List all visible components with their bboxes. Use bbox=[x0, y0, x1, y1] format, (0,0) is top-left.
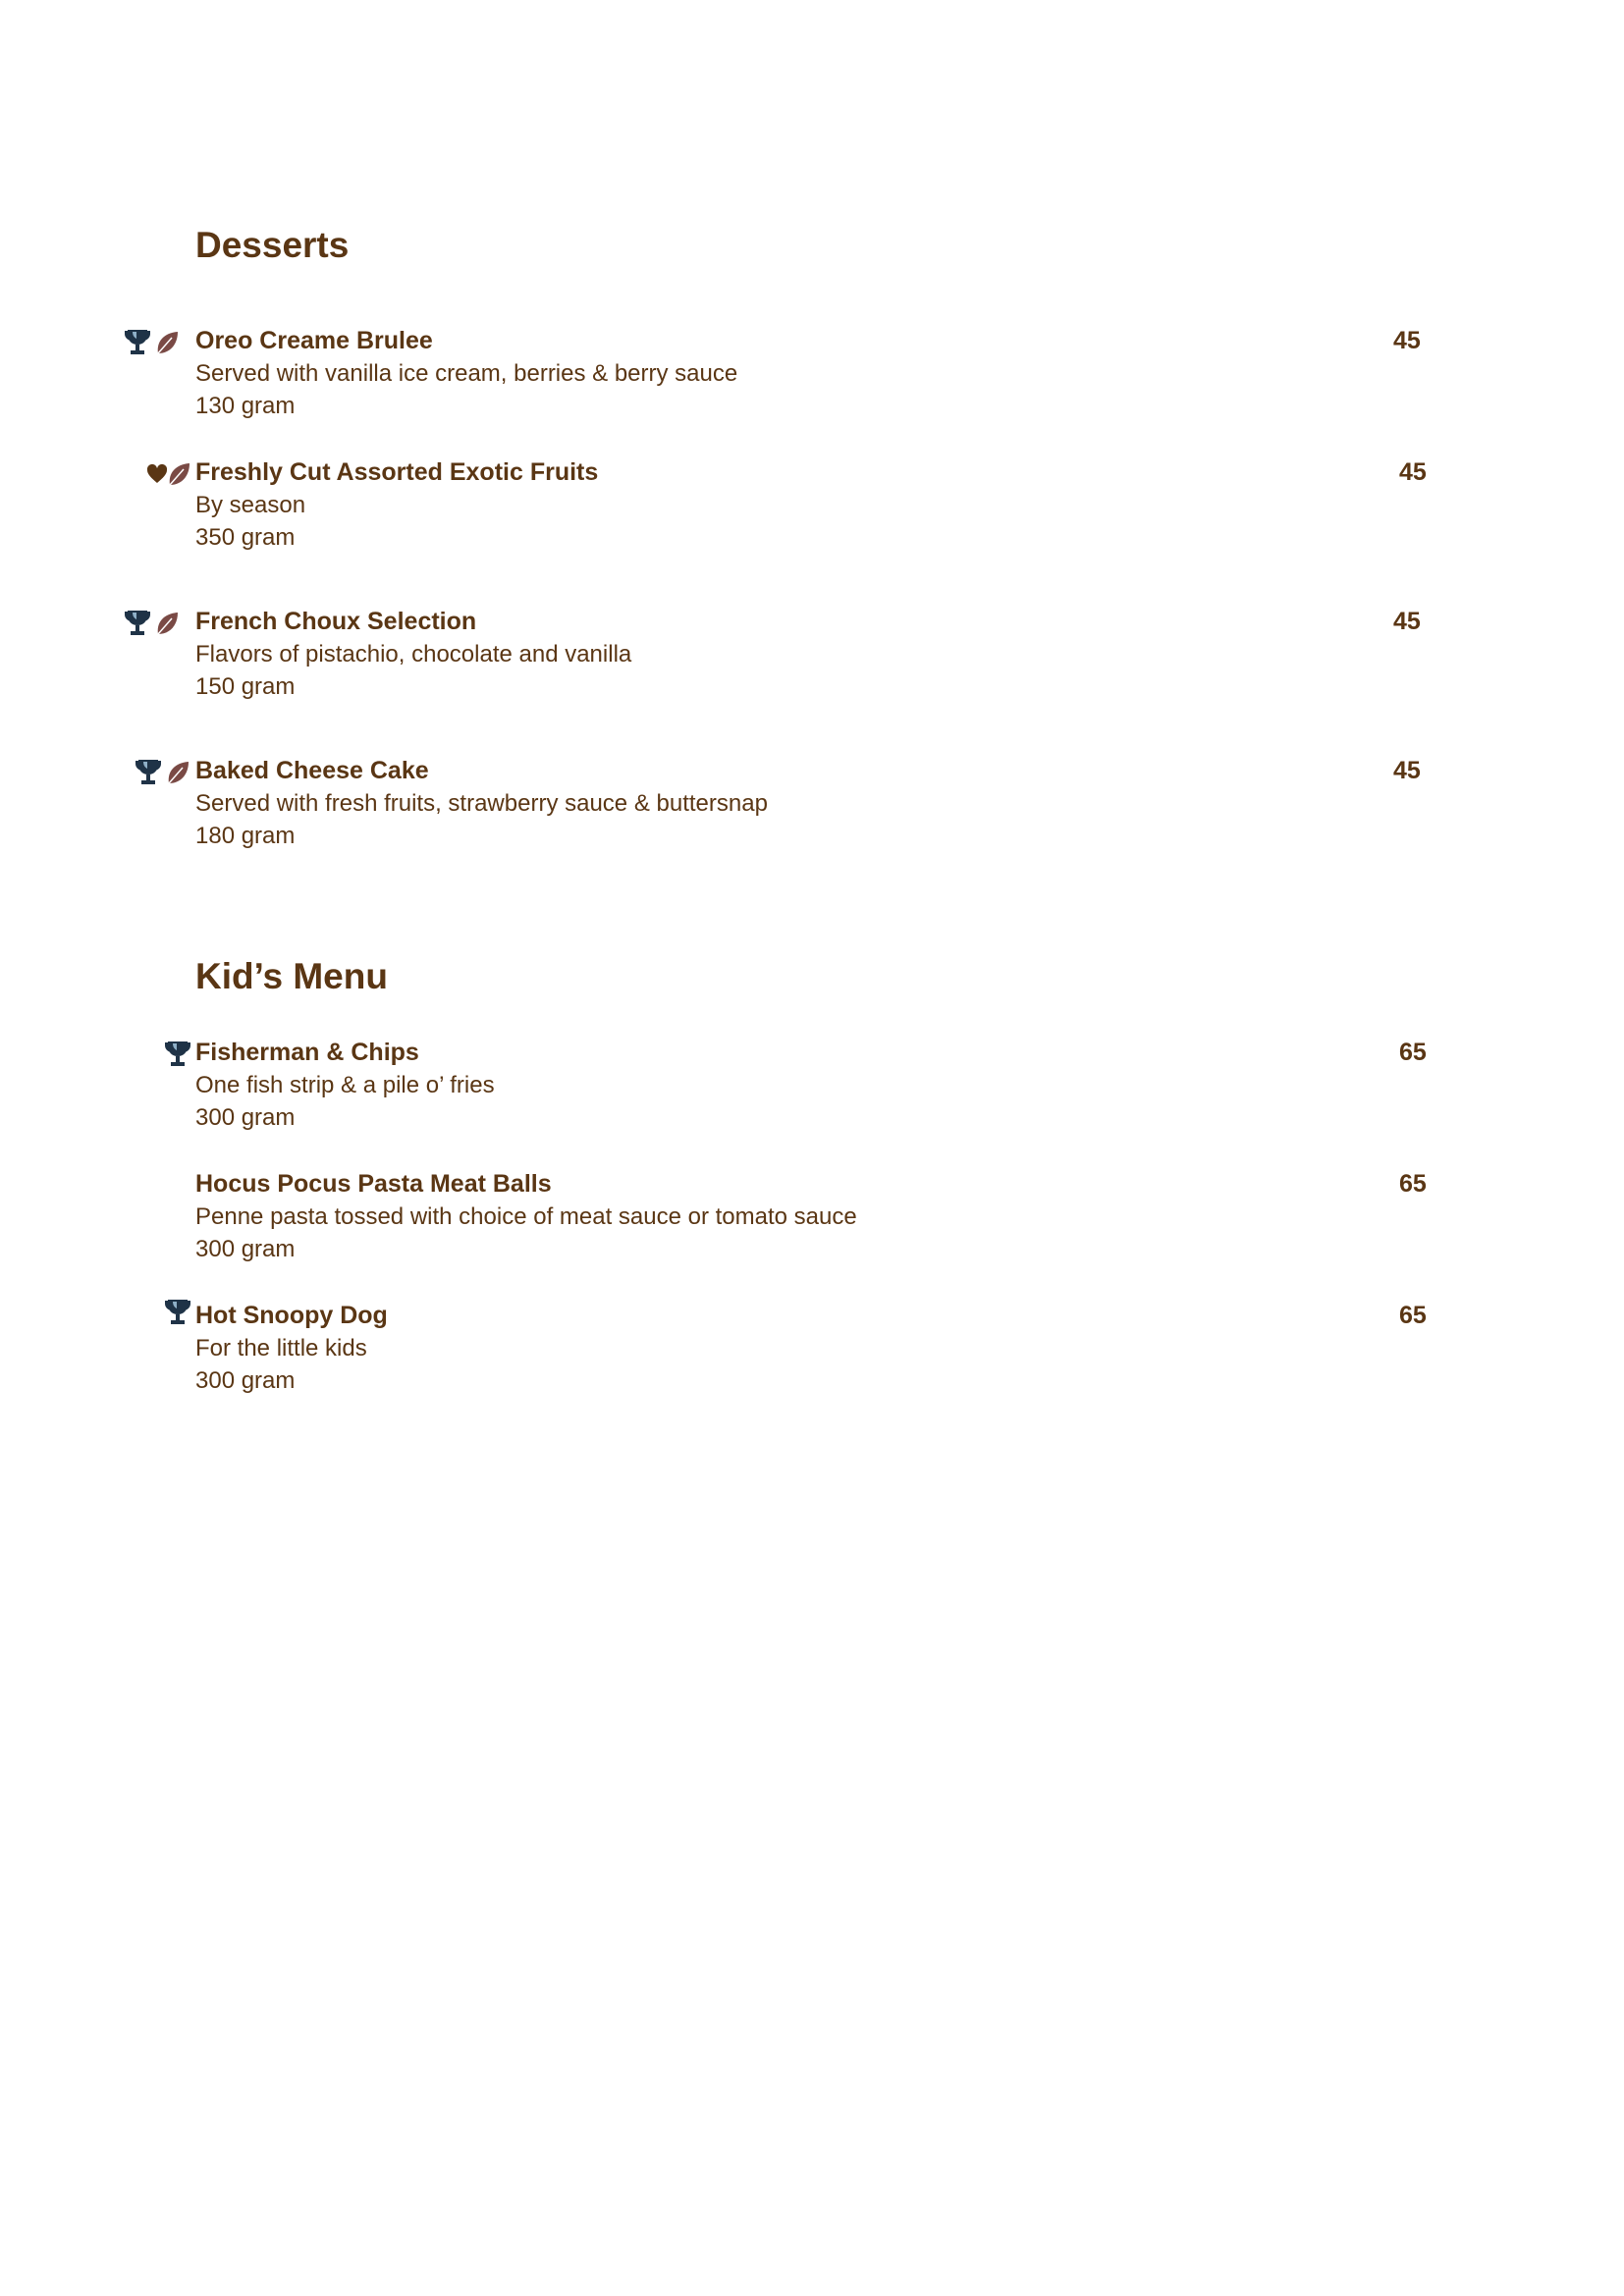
item-price: 65 bbox=[1399, 1302, 1427, 1329]
item-name: French Choux Selection bbox=[195, 608, 477, 635]
menu-item bbox=[195, 1037, 1433, 1134]
leaf-icon bbox=[154, 611, 180, 636]
item-description: Served with vanilla ice cream, berries & berry sauce bbox=[195, 360, 738, 387]
item-weight: 150 gram bbox=[195, 673, 296, 700]
item-weight: 300 gram bbox=[195, 1367, 296, 1394]
item-price: 45 bbox=[1399, 458, 1427, 486]
item-price: 45 bbox=[1393, 327, 1421, 354]
item-description: Penne pasta tossed with choice of meat sauce or tomato sauce bbox=[195, 1203, 857, 1230]
menu-item bbox=[195, 1300, 1433, 1397]
menu-item bbox=[195, 755, 1433, 852]
item-description: By season bbox=[195, 492, 306, 518]
heart-icon bbox=[146, 463, 168, 485]
item-description: Served with fresh fruits, strawberry sauce & buttersnap bbox=[195, 790, 768, 817]
item-name: Baked Cheese Cake bbox=[195, 757, 429, 784]
item-icons bbox=[125, 609, 180, 638]
item-icons bbox=[146, 459, 191, 489]
item-name: Hocus Pocus Pasta Meat Balls bbox=[195, 1170, 552, 1198]
item-name: Freshly Cut Assorted Exotic Fruits bbox=[195, 458, 599, 486]
section-title-kids-menu: Kid’s Menu bbox=[195, 956, 388, 996]
item-weight: 180 gram bbox=[195, 823, 296, 849]
item-icons bbox=[165, 1040, 190, 1069]
item-weight: 130 gram bbox=[195, 393, 296, 419]
item-price: 65 bbox=[1399, 1039, 1427, 1066]
item-price: 65 bbox=[1399, 1170, 1427, 1198]
item-description: For the little kids bbox=[195, 1335, 367, 1362]
item-name: Hot Snoopy Dog bbox=[195, 1302, 388, 1329]
trophy-icon bbox=[125, 328, 150, 357]
menu-item bbox=[195, 1168, 1433, 1265]
item-price: 45 bbox=[1393, 608, 1421, 635]
menu-item bbox=[195, 325, 1433, 422]
trophy-icon bbox=[165, 1298, 190, 1327]
leaf-icon bbox=[154, 330, 180, 355]
menu-item bbox=[195, 456, 1433, 554]
item-icons bbox=[125, 328, 180, 357]
menu-item bbox=[195, 606, 1433, 703]
section-title-desserts: Desserts bbox=[195, 225, 350, 265]
item-icons bbox=[135, 758, 190, 787]
leaf-icon bbox=[165, 760, 190, 785]
trophy-icon bbox=[125, 609, 150, 638]
leaf-icon bbox=[166, 461, 191, 487]
item-weight: 300 gram bbox=[195, 1104, 296, 1131]
item-price: 45 bbox=[1393, 757, 1421, 784]
item-icons bbox=[165, 1298, 190, 1327]
item-description: Flavors of pistachio, chocolate and vanilla bbox=[195, 641, 632, 667]
item-name: Oreo Creame Brulee bbox=[195, 327, 433, 354]
item-weight: 300 gram bbox=[195, 1236, 296, 1262]
trophy-icon bbox=[165, 1040, 190, 1069]
item-description: One fish strip & a pile o’ fries bbox=[195, 1072, 495, 1098]
trophy-icon bbox=[135, 758, 161, 787]
item-weight: 350 gram bbox=[195, 524, 296, 551]
item-name: Fisherman & Chips bbox=[195, 1039, 419, 1066]
